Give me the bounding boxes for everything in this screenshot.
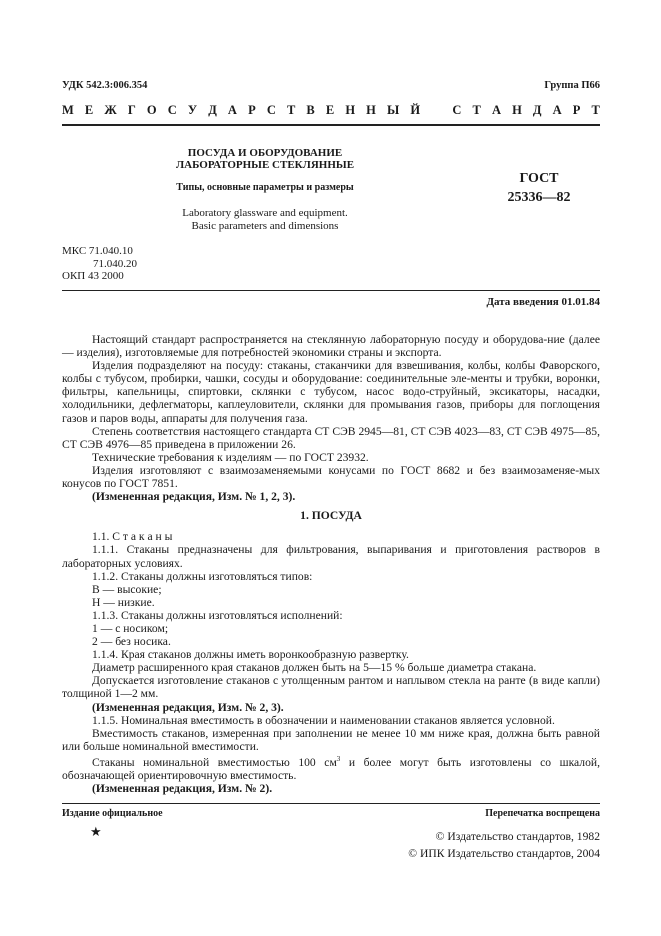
english-title-line-1: Laboratory glassware and equipment. [182, 207, 348, 219]
type-b-item: В — высокие; [92, 582, 162, 596]
classification-codes [62, 245, 137, 283]
heading-letter: В [306, 103, 315, 117]
heading-letter: А [552, 103, 562, 117]
heading-letter: С [167, 103, 177, 117]
heading-letter: С [266, 103, 276, 117]
clause-1-1-3: 1.1.3. Стаканы должны изготовляться исполнений: [92, 608, 343, 622]
heading-letter: А [491, 103, 501, 117]
execution-1-item: 1 — с носиком; [92, 621, 169, 635]
intro-paragraph-4: Технические требования к изделиям — по ГОСТ 23932. [92, 450, 369, 464]
heading-letter: Р [248, 103, 256, 117]
english-title-line-2: Basic parameters and dimensions [191, 220, 339, 232]
heading-letter: Г [127, 103, 136, 117]
copyright-1982: © Издательство стандартов, 1982 [435, 830, 600, 843]
copyright-block [408, 828, 600, 862]
heading-letter: Р [572, 103, 581, 117]
intro-paragraph-1: Настоящий стандарт распространяется на стеклянную лабораторную посуду и оборудова-ние (далее — изделия), изготовляемые для потребностей экономики страны и экспорта. [62, 333, 600, 360]
cubic-superscript: 3 [336, 754, 341, 763]
scale-text-start: Стаканы номинальной вместимостью 100 см [92, 755, 337, 769]
document-title [150, 147, 380, 171]
title-line-2: ЛАБОРАТОРНЫЕ СТЕКЛЯННЫЕ [175, 159, 355, 171]
heading-letter: М [62, 103, 74, 117]
gost-number: 25336—82 [507, 190, 571, 205]
gost-label: ГОСТ [519, 171, 559, 186]
clause-1-1-5-scale [62, 753, 600, 782]
heading-letter: Д [532, 103, 542, 117]
okp-code: ОКП 43 2000 [62, 270, 124, 282]
heading-letter: Н [345, 103, 356, 117]
heading-letter: Й [410, 103, 421, 117]
heading-letter: А [227, 103, 237, 117]
intro-amendment-note: (Измененная редакция, Изм. № 1, 2, 3). [92, 490, 296, 504]
section-1-title: 1. ПОСУДА [300, 509, 362, 523]
intro-paragraph-5: Изделия изготовляют с взаимозаменяемыми конусами по ГОСТ 8682 и без взаимозаменяе-мых конусов по ГОСТ 7851. [62, 463, 600, 491]
type-n-item: Н — низкие. [92, 595, 155, 609]
heading-letter: Д [208, 103, 217, 117]
document-subtitle: Типы, основные параметры и размеры [176, 182, 354, 193]
udk-code: УДК 542.3:006.354 [62, 80, 148, 91]
heading-letter: У [187, 103, 198, 117]
heading-letter: О [146, 103, 157, 117]
mks-code-2: 71.040.20 [93, 257, 137, 270]
clause-1-1-4-amendment: (Измененная редакция, Изм. № 2, 3). [92, 700, 284, 714]
reprint-prohibited: Перепечатка воспрещена [485, 808, 600, 819]
clause-1-1-2: 1.1.2. Стаканы должны изготовляться типов: [92, 569, 313, 583]
copyright-2004: © ИПК Издательство стандартов, 2004 [408, 847, 600, 860]
heading-letter: Ы [387, 103, 400, 117]
star-icon: ★ [90, 824, 102, 839]
clause-1-1-4: 1.1.4. Края стаканов должны иметь воронкообразную развертку. [92, 648, 409, 662]
codes-rule [62, 290, 600, 291]
english-title [150, 207, 380, 233]
heading-letter: Т [286, 103, 296, 117]
header-rule [62, 124, 600, 126]
heading-letter: Т [591, 103, 600, 117]
heading-letter: Т [472, 103, 481, 117]
footer-rule [62, 803, 600, 804]
title-line-1: ПОСУДА И ОБОРУДОВАНИЕ [187, 147, 343, 159]
clause-1-1-5-capacity: Вместимость стаканов, измеренная при заполнении не менее 10 мм ниже края, должна быть равной или больше номинальной вместимости. [62, 726, 600, 753]
heading-letter: Н [512, 103, 522, 117]
heading-letter: Е [84, 103, 94, 117]
intro-paragraph-3: Степень соответствия настоящего стандарта СТ СЭВ 2945—81, СТ СЭВ 4023—83, СТ СЭВ 4975—85, СТ СЭВ 4976—85 приведена в приложении 26. [62, 424, 600, 451]
introduction-date: Дата введения 01.01.84 [486, 296, 600, 308]
interstate-standard-heading [62, 103, 600, 118]
heading-letter: Ж [104, 103, 117, 117]
execution-2-item: 2 — без носика. [92, 635, 171, 649]
gost-designation [498, 169, 580, 207]
heading-letter: Н [366, 103, 376, 117]
group-code: Группа П66 [544, 80, 600, 91]
document-body [62, 333, 600, 795]
heading-letter: Е [325, 103, 335, 117]
heading-gap [431, 103, 441, 118]
clause-1-1: 1.1. С т а к а н ы [92, 530, 173, 544]
mks-code-1: МКС 71.040.10 [62, 245, 133, 257]
scale-text-end: и более могут быть изготовлены со шкалой, обозначающей ориентировочную вместимость. [62, 755, 600, 782]
clause-1-1-4-diameter: Диаметр расширенного края стаканов должен быть на 5—15 % больше диаметра стакана. [92, 661, 537, 675]
heading-letter: С [452, 103, 462, 117]
official-edition: Издание официальное [62, 808, 163, 819]
clause-1-1-5: 1.1.5. Номинальная вместимость в обозначении и наименовании стаканов является условной. [92, 713, 555, 727]
clause-1-1-1: 1.1.1. Стаканы предназначены для фильтрования, выпаривания и приготовления растворов в лабораторных условиях. [62, 543, 600, 570]
clause-1-1-5-amendment: (Измененная редакция, Изм. № 2). [92, 781, 273, 795]
intro-paragraph-2: Изделия подразделяют на посуду: стаканы, стаканчики для взвешивания, колбы, колбы Фаворского, колбы с тубусом, пробирки, чашки, сосуды и оборудование: соединительные эле-менты и трубки, воронки, фильтры, капельницы, спиртовки, склянки с тубусом, насос водо-струйный, эксикаторы, насадки, холодильники, дефлегматоры, каплеуловители, склянки для промывания газов, приборы для поглощения газов и паров воды, аппараты для получения газа. [62, 359, 600, 425]
clause-1-1-4-allowance: Допускается изготовление стаканов с утолщенным рантом и наплывом стекла на ранте (в виде капли) толщиной 1—2 мм. [62, 674, 600, 701]
